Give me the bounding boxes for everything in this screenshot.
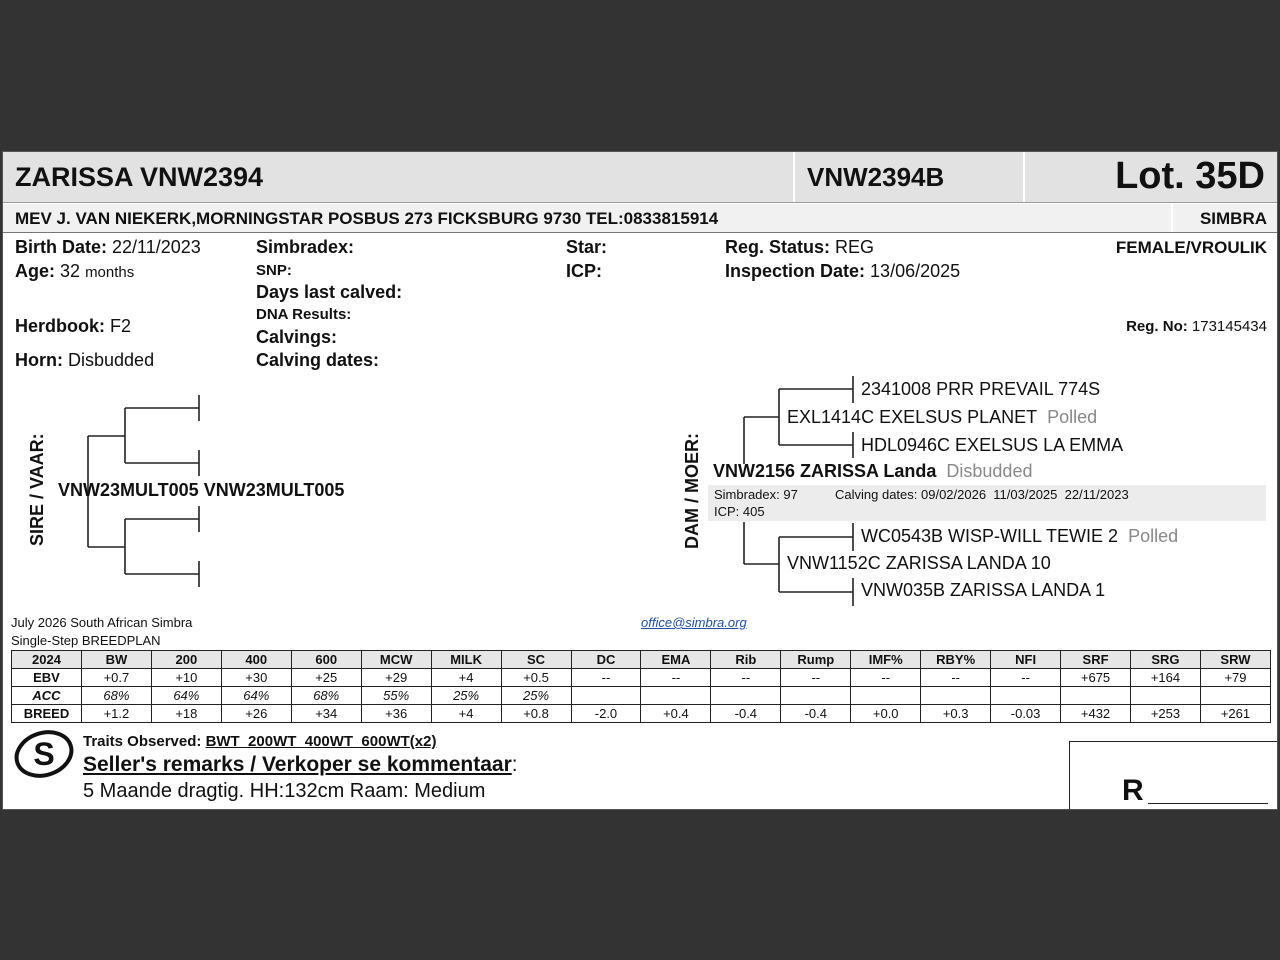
- table-cell: +0.8: [501, 705, 571, 723]
- table-cell: [1200, 687, 1270, 705]
- table-header-cell: MCW: [361, 651, 431, 669]
- table-header-cell: SC: [501, 651, 571, 669]
- table-cell: [921, 687, 991, 705]
- table-cell: --: [991, 669, 1061, 687]
- breedplan-subtitle: Single-Step BREEDPLAN: [11, 633, 161, 648]
- table-cell: +164: [1131, 669, 1201, 687]
- table-cell: +10: [151, 669, 221, 687]
- table-row-breed: [12, 705, 1271, 723]
- table-cell: --: [921, 669, 991, 687]
- table-cell: 68%: [81, 687, 151, 705]
- table-cell: +4: [431, 669, 501, 687]
- table-cell: --: [781, 669, 851, 687]
- lot-card: [2, 151, 1278, 810]
- table-header-cell: 200: [151, 651, 221, 669]
- table-header-cell: BW: [81, 651, 151, 669]
- table-cell: [641, 687, 711, 705]
- table-header-cell: 400: [221, 651, 291, 669]
- table-header-cell: 2024: [12, 651, 82, 669]
- breedplan-title: July 2026 South African Simbra: [11, 615, 193, 630]
- table-cell: 55%: [361, 687, 431, 705]
- table-cell: +261: [1200, 705, 1270, 723]
- dam-calving-dates: Calving dates: 09/02/2026 11/03/2025 22/11/2023: [835, 487, 1129, 502]
- table-cell: +25: [291, 669, 361, 687]
- table-cell: -0.4: [781, 705, 851, 723]
- table-cell: EBV: [12, 669, 82, 687]
- table-cell: -2.0: [571, 705, 641, 723]
- table-cell: +36: [361, 705, 431, 723]
- table-cell: [1131, 687, 1201, 705]
- dam-dam-sire: WC0543B WISP-WILL TEWIE 2 Polled: [861, 526, 1179, 546]
- simbradex-label: Simbradex:: [256, 237, 355, 257]
- table-cell: [991, 687, 1061, 705]
- table-cell: --: [851, 669, 921, 687]
- sire-name: VNW23MULT005 VNW23MULT005: [58, 480, 345, 500]
- lot-number: Lot. 35D: [1115, 155, 1265, 197]
- table-cell: 68%: [291, 687, 361, 705]
- dam-sire: EXL1414C EXELSUS PLANET Polled: [787, 407, 1098, 427]
- table-cell: +253: [1131, 705, 1201, 723]
- table-row-acc: [12, 687, 1271, 705]
- traits-observed: Traits Observed: BWT 200WT 400WT 600WT(x2): [83, 733, 437, 750]
- simbra-logo-icon: [11, 727, 77, 783]
- price-line[interactable]: [1148, 803, 1268, 804]
- table-cell: +0.0: [851, 705, 921, 723]
- table-header-cell: EMA: [641, 651, 711, 669]
- table-header-cell: SRF: [1061, 651, 1131, 669]
- table-header-row: [12, 651, 1271, 669]
- reg-status: Reg. Status: REG: [725, 237, 875, 257]
- dna-results-label: DNA Results:: [256, 306, 352, 323]
- sire-side-label: SIRE / VAAR:: [27, 433, 47, 546]
- dam-sire-sire: 2341008 PRR PREVAIL 774S: [861, 379, 1101, 399]
- table-header-cell: RBY%: [921, 651, 991, 669]
- reg-number: Reg. No: 173145434: [1126, 318, 1267, 335]
- table-cell: +0.3: [921, 705, 991, 723]
- table-cell: --: [711, 669, 781, 687]
- sellers-remarks-text: 5 Maande dragtig. HH:132cm Raam: Medium: [83, 780, 486, 802]
- table-cell: +0.7: [81, 669, 151, 687]
- table-cell: [851, 687, 921, 705]
- table-cell: +1.2: [81, 705, 151, 723]
- table-header-cell: SRG: [1131, 651, 1201, 669]
- table-cell: -0.03: [991, 705, 1061, 723]
- table-cell: +30: [221, 669, 291, 687]
- price-box: [1069, 741, 1278, 810]
- snp-label: SNP:: [256, 262, 292, 279]
- ebv-table: [11, 650, 1271, 723]
- table-cell: 25%: [501, 687, 571, 705]
- table-cell: +4: [431, 705, 501, 723]
- table-cell: +432: [1061, 705, 1131, 723]
- dam-sire-dam: HDL0946C EXELSUS LA EMMA: [861, 435, 1124, 455]
- table-row-ebv: [12, 669, 1271, 687]
- table-cell: 64%: [151, 687, 221, 705]
- table-cell: +79: [1200, 669, 1270, 687]
- star-label: Star:: [566, 237, 608, 257]
- dam-name: VNW2156 ZARISSA Landa Disbudded: [713, 461, 1033, 481]
- table-header-cell: SRW: [1200, 651, 1270, 669]
- breed-name: SIMBRA: [1199, 209, 1267, 228]
- table-cell: +0.5: [501, 669, 571, 687]
- table-header-cell: 600: [291, 651, 361, 669]
- days-last-calved-label: Days last calved:: [256, 282, 403, 302]
- dam-dam-dam: VNW035B ZARISSA LANDA 1: [861, 580, 1106, 600]
- animal-name: ZARISSA VNW2394: [15, 162, 264, 192]
- table-cell: +29: [361, 669, 431, 687]
- birth-date: Birth Date: 22/11/2023: [15, 237, 201, 257]
- logo-letter: S: [33, 736, 55, 772]
- dam-icp: ICP: 405: [714, 504, 765, 519]
- sellers-remarks-heading: Seller's remarks / Verkoper se kommentaar:: [83, 753, 518, 776]
- table-cell: 25%: [431, 687, 501, 705]
- dam-dam: VNW1152C ZARISSA LANDA 10: [787, 553, 1051, 573]
- dam-side-label: DAM / MOER:: [682, 433, 702, 549]
- dam-simbradex: Simbradex: 97: [714, 487, 798, 502]
- owner-details: MEV J. VAN NIEKERK,MORNINGSTAR POSBUS 273 FICKSBURG 9730 TEL:0833815914: [15, 209, 719, 228]
- table-header-cell: NFI: [991, 651, 1061, 669]
- icp-label: ICP:: [566, 261, 602, 281]
- price-prefix: R: [1122, 774, 1144, 807]
- table-cell: +34: [291, 705, 361, 723]
- table-cell: -0.4: [711, 705, 781, 723]
- table-cell: +26: [221, 705, 291, 723]
- calving-dates-label: Calving dates:: [256, 350, 380, 370]
- table-header-cell: Rump: [781, 651, 851, 669]
- animal-code: VNW2394B: [807, 162, 945, 192]
- table-cell: [571, 687, 641, 705]
- inspection-date: Inspection Date: 13/06/2025: [725, 261, 961, 281]
- table-header-cell: MILK: [431, 651, 501, 669]
- table-cell: 64%: [221, 687, 291, 705]
- email-link[interactable]: office@simbra.org: [641, 615, 747, 630]
- table-header-cell: IMF%: [851, 651, 921, 669]
- table-cell: +18: [151, 705, 221, 723]
- table-cell: BREED: [12, 705, 82, 723]
- age: Age: 32 months: [15, 261, 135, 281]
- table-header-cell: DC: [571, 651, 641, 669]
- table-cell: [711, 687, 781, 705]
- horn-status: Horn: Disbudded: [15, 350, 155, 370]
- calvings-label: Calvings:: [256, 327, 338, 347]
- dam-details-panel: [708, 485, 1266, 521]
- table-cell: --: [641, 669, 711, 687]
- table-cell: +0.4: [641, 705, 711, 723]
- table-cell: --: [571, 669, 641, 687]
- table-cell: [1061, 687, 1131, 705]
- herdbook: Herdbook: F2: [15, 316, 132, 336]
- table-cell: [781, 687, 851, 705]
- sex: FEMALE/VROULIK: [1115, 238, 1267, 257]
- table-cell: ACC: [12, 687, 82, 705]
- table-header-cell: Rib: [711, 651, 781, 669]
- table-cell: +675: [1061, 669, 1131, 687]
